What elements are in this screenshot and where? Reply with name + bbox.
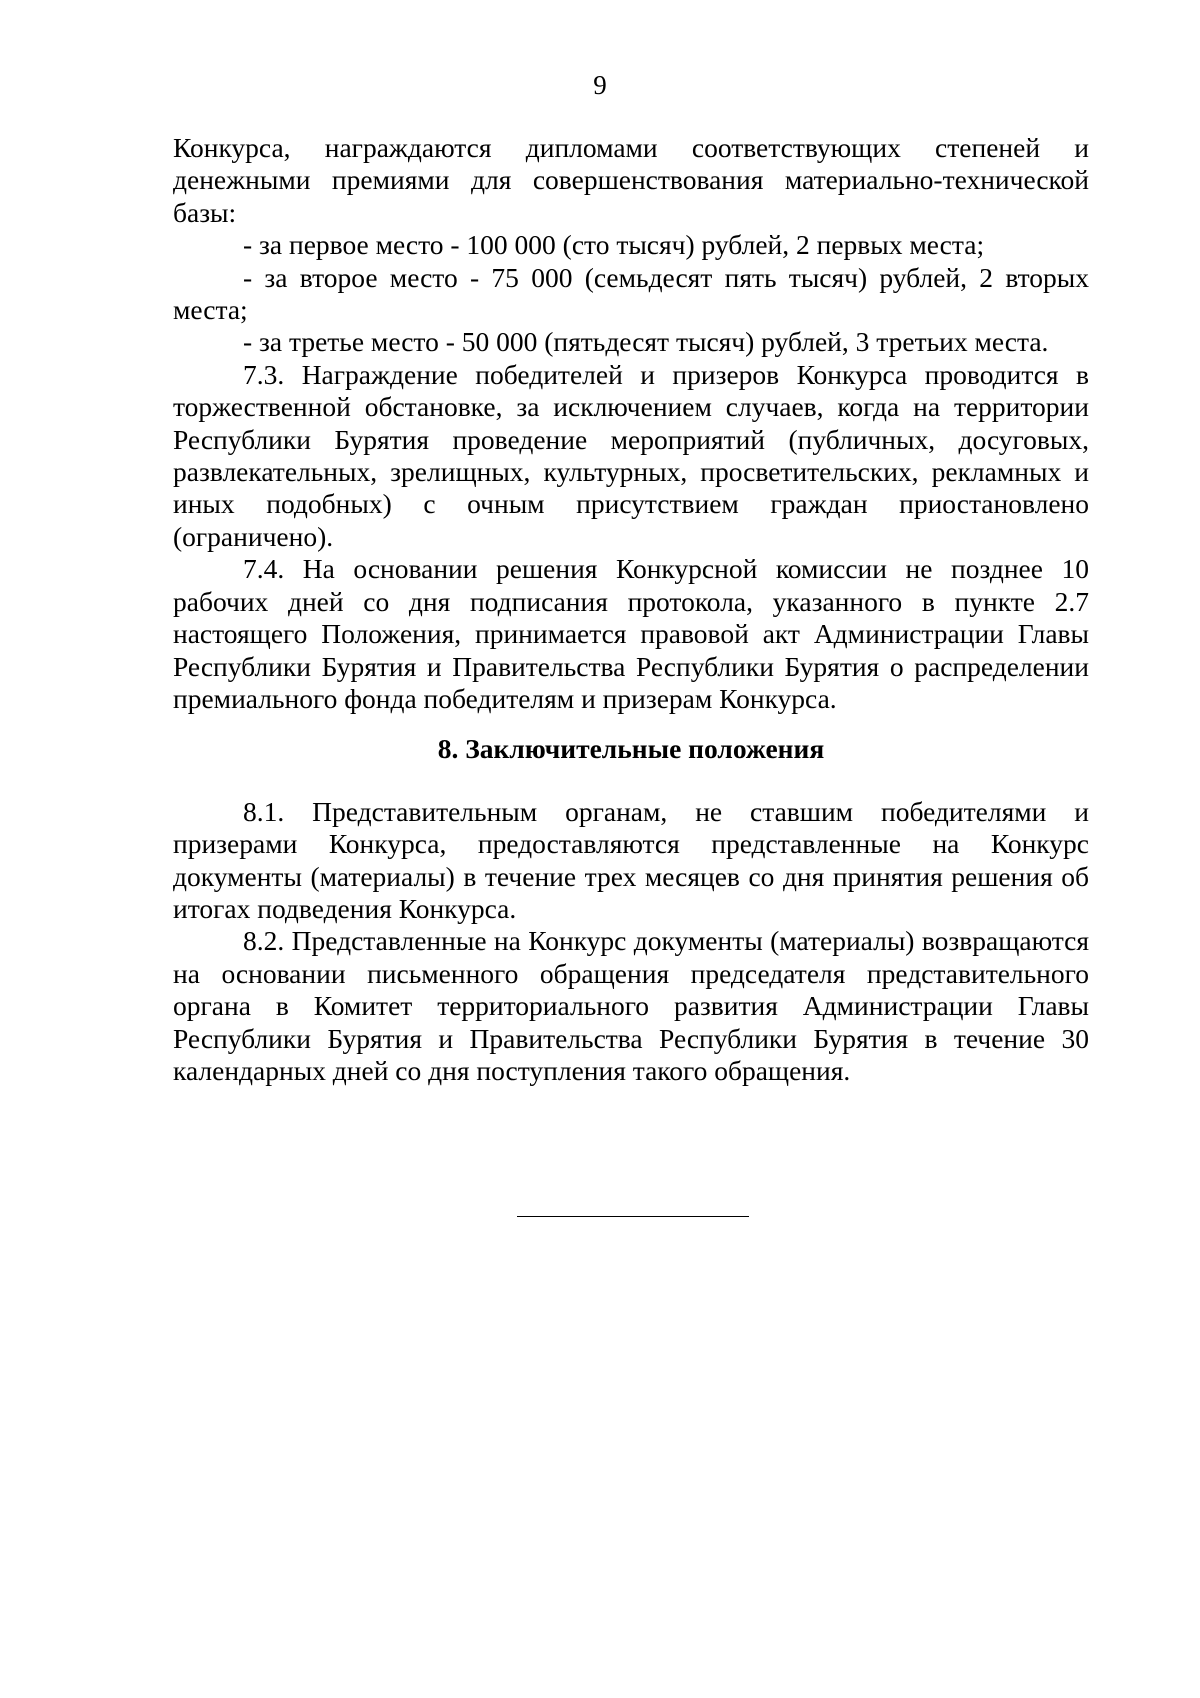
paragraph-third-place: - за третье место - 50 000 (пятьдесят тысяч) рублей, 3 третьих места. xyxy=(243,326,1049,358)
paragraph-8-2: 8.2. Представленные на Конкурс документы (материалы) возвращаются на основании письменного обращения председателя представительного органа в Комитет территориального развития Администрации Главы Республики Бурятия и Правительства Республики Бурятия в течение 30 календарных дней со дня поступления такого обращения. xyxy=(173,925,1089,1086)
paragraph-second-place: - за второе место - 75 000 (семьдесят пять тысяч) рублей, 2 вторых места; xyxy=(173,261,1089,326)
paragraph-continuation: Конкурса, награждаются дипломами соответствующих степеней и денежными премиями для совершенствования материально-технической базы: xyxy=(173,132,1089,228)
paragraph-7-4: 7.4. На основании решения Конкурсной комиссии не позднее 10 рабочих дней со дня подписания протокола, указанного в пункте 2.7 настоящего Положения, принимается правовой акт Администрации Главы Республики Бурятия и Правительства Республики Бурятия о распределении премиального фонда победителям и призерам Конкурса. xyxy=(173,553,1089,714)
paragraph-first-place: - за первое место - 100 000 (сто тысяч) рублей, 2 первых места; xyxy=(243,229,985,261)
closing-rule-divider xyxy=(517,1216,749,1217)
section-heading: 8. Заключительные положения xyxy=(437,733,825,765)
page-number: 9 xyxy=(593,70,607,100)
document-body xyxy=(173,132,1089,1087)
paragraph-8-1: 8.1. Представительным органам, не ставшим победителями и призерами Конкурса, предоставляются представленные на Конкурс документы (материалы) в течение трех месяцев со дня принятия решения об итогах подведения Конкурса. xyxy=(173,795,1089,924)
paragraph-7-3: 7.3. Награждение победителей и призеров Конкурса проводится в торжественной обстановке, за исключением случаев, когда на территории Республики Бурятия проведение мероприятий (публичных, досуговых, развлекательных, зрелищных, культурных, просветительских, рекламных и иных подобных) с очным присутствием граждан приостановлено (ограничено). xyxy=(173,358,1089,552)
